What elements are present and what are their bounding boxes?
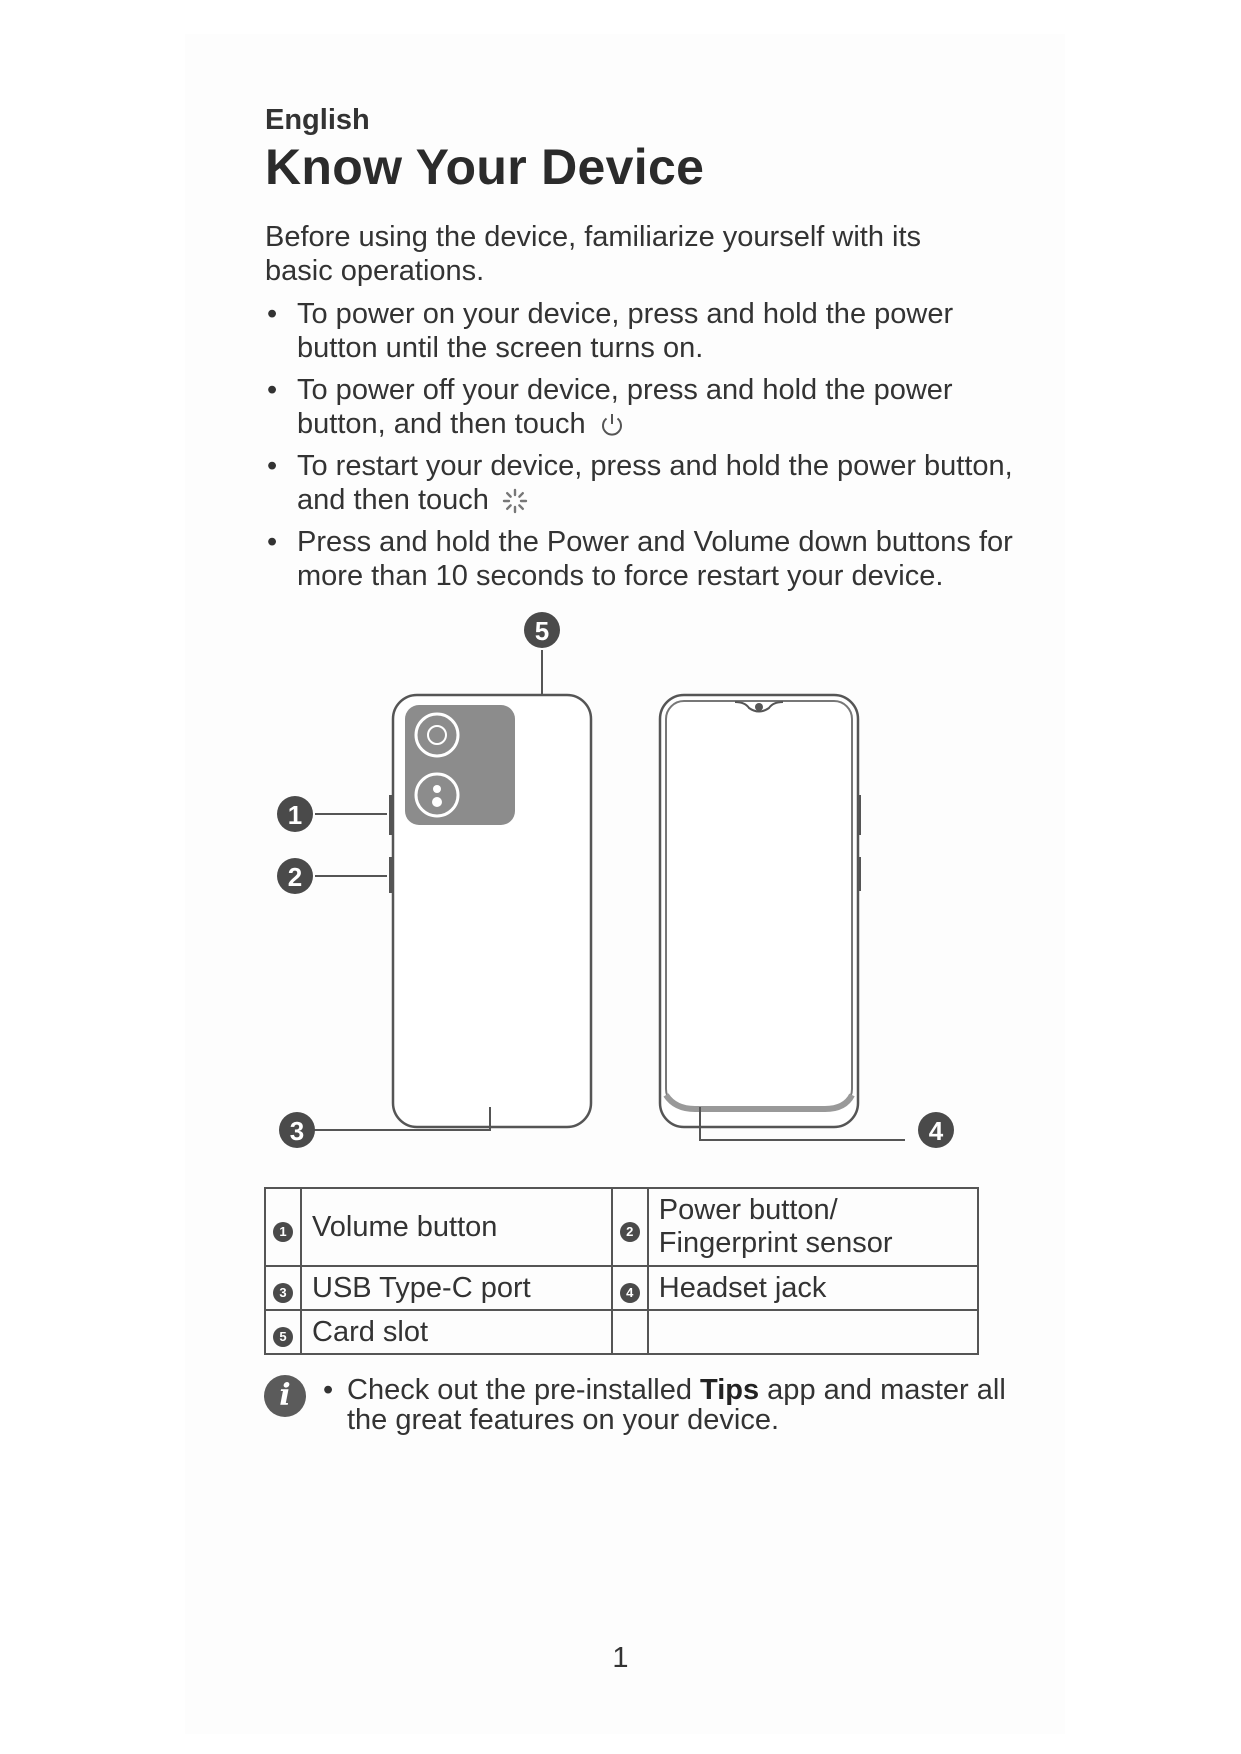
table-row [265,1188,978,1266]
svg-text:1: 1 [287,800,303,830]
callout-4 [918,1112,954,1148]
bullet-power-off: • To power off your device, press and hold the power button, and then touch [265,373,1025,441]
instruction-list [265,297,1025,601]
callout-2 [277,858,313,894]
table-number-badge: 5 [273,1327,293,1347]
table-row [265,1310,978,1354]
volume-button [389,795,394,835]
callout-3 [279,1112,315,1148]
tip-text: • Check out the pre-installed Tips app and master all the great features on your device. [319,1375,1037,1435]
table-number-badge: 3 [273,1283,293,1303]
phone-screen [666,701,852,1107]
svg-text:4: 4 [928,1116,944,1146]
callout-5 [524,612,560,648]
camera-flash [432,797,442,807]
table-cell: USB Type-C port [301,1266,612,1310]
table-cell: Headset jack [648,1266,978,1310]
svg-text:3: 3 [289,1116,305,1146]
svg-text:5: 5 [534,616,550,646]
table-cell: Card slot [301,1310,612,1354]
svg-text:2: 2 [287,862,303,892]
table-number-badge: 2 [620,1222,640,1242]
bullet-restart: • To restart your device, press and hold the power button, and then touch [265,449,1025,517]
language-label: English [265,104,370,136]
table-number-badge: 4 [620,1283,640,1303]
callout-1 [277,796,313,832]
power-button [389,857,394,893]
bullet-force-restart: • Press and hold the Power and Volume down buttons for more than 10 seconds to force restart your device. [265,525,1025,593]
front-camera [755,703,763,711]
table-number-badge: 1 [273,1222,293,1242]
page-number: 1 [612,1642,629,1674]
parts-table [264,1187,979,1355]
table-cell: Power button/ Fingerprint sensor [648,1188,978,1266]
power-icon [598,411,626,439]
intro-paragraph: Before using the device, familiarize yourself with its basic operations. [265,221,922,287]
info-icon: i [264,1375,306,1417]
page-title: Know Your Device [265,139,705,195]
device-diagram [265,595,985,1175]
table-row [265,1266,978,1310]
bullet-power-on: • To power on your device, press and hold the power button until the screen turns on. [265,297,1025,365]
restart-icon [501,487,529,515]
table-cell: Volume button [301,1188,612,1266]
table-cell [648,1310,978,1354]
